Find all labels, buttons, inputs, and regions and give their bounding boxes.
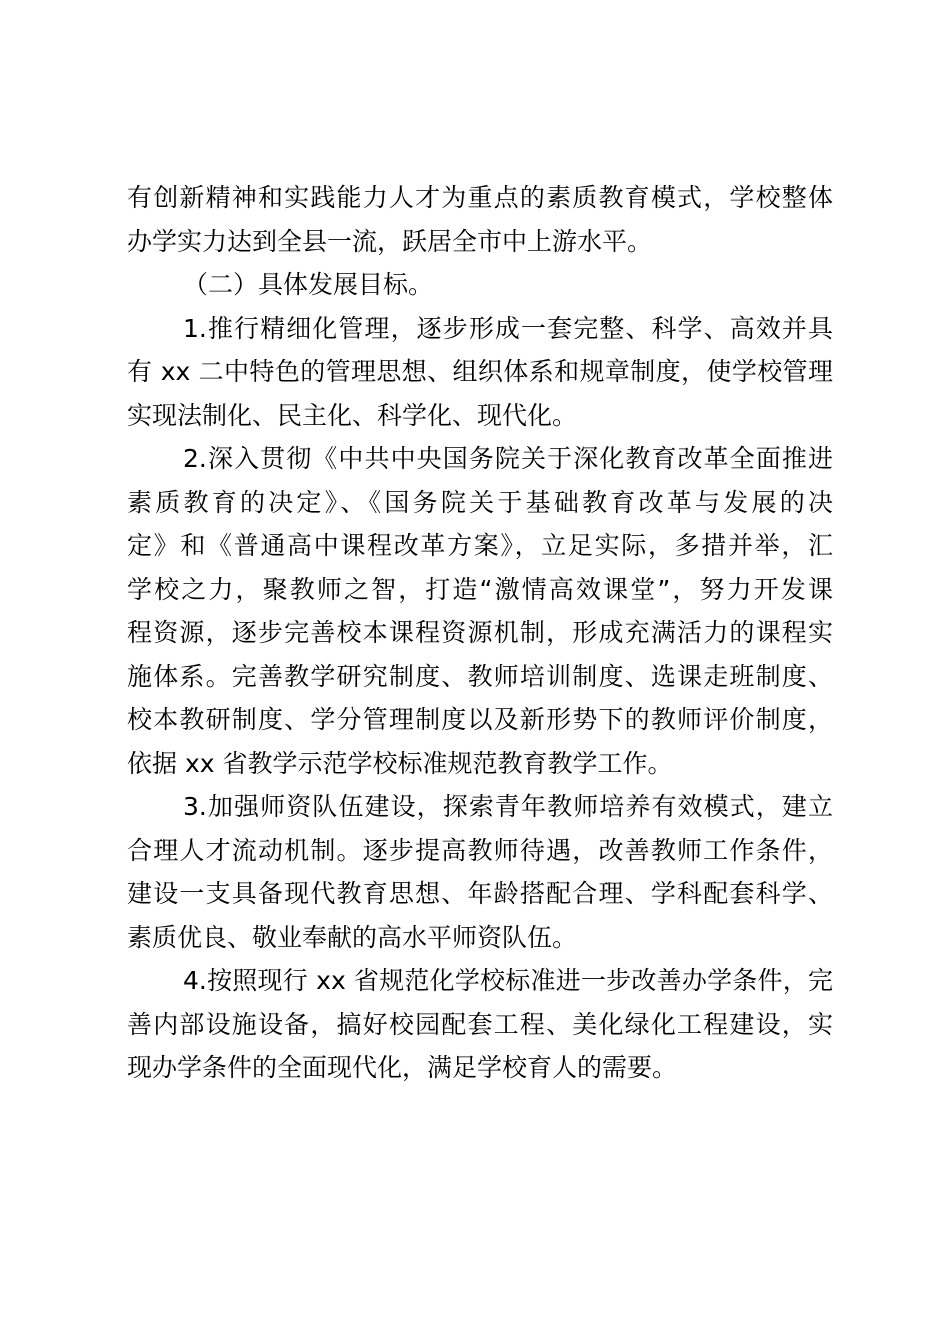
text-line: 合理人才流动机制。逐步提高教师待遇，改善教师工作条件， <box>127 835 833 865</box>
text-line: 4.按照现行 xx 省规范化学校标准进一步改善办学条件，完 <box>183 966 833 995</box>
text-line: 办学实力达到全县一流，跃居全市中上游水平。 <box>127 226 653 256</box>
text-line: 学校之力，聚教师之智，打造“激情高效课堂”，努力开发课 <box>127 574 833 604</box>
text-line: 现办学条件的全面现代化，满足学校育人的需要。 <box>127 1053 678 1082</box>
text-line: 3.加强师资队伍建设，探索青年教师培养有效模式，建立 <box>183 792 833 821</box>
text-line: 校本教研制度、学分管理制度以及新形势下的教师评价制度， <box>127 705 833 734</box>
section-heading: （二）具体发展目标。 <box>183 270 434 299</box>
text-line: 善内部设施设备，搞好校园配套工程、美化绿化工程建设，实 <box>127 1009 833 1039</box>
text-line: 实现法制化、民主化、科学化、现代化。 <box>127 400 578 430</box>
text-line: 有创新精神和实践能力人才为重点的素质教育模式，学校整体 <box>127 183 833 212</box>
text-line: 施体系。完善教学研究制度、教师培训制度、选课走班制度、 <box>127 661 833 691</box>
text-line: 定》和《普通高中课程改革方案》，立足实际，多措并举，汇 <box>127 531 833 560</box>
text-line: 程资源，逐步完善校本课程资源机制，形成充满活力的课程实 <box>127 618 833 647</box>
text-line: 1.推行精细化管理，逐步形成一套完整、科学、高效并具 <box>183 313 833 343</box>
text-line: 素质优良、敬业奉献的高水平师资队伍。 <box>127 922 578 952</box>
document-body <box>127 176 833 1090</box>
text-line: 素质教育的决定》、《国务院关于基础教育改革与发展的决 <box>127 487 833 517</box>
text-line: 2.深入贯彻《中共中央国务院关于深化教育改革全面推进 <box>183 444 833 473</box>
text-line: 有 xx 二中特色的管理思想、组织体系和规章制度，使学校管理 <box>127 357 833 386</box>
text-line: 建设一支具备现代教育思想、年龄搭配合理、学科配套科学、 <box>127 879 833 908</box>
text-line: 依据 xx 省教学示范学校标准规范教育教学工作。 <box>127 748 673 778</box>
